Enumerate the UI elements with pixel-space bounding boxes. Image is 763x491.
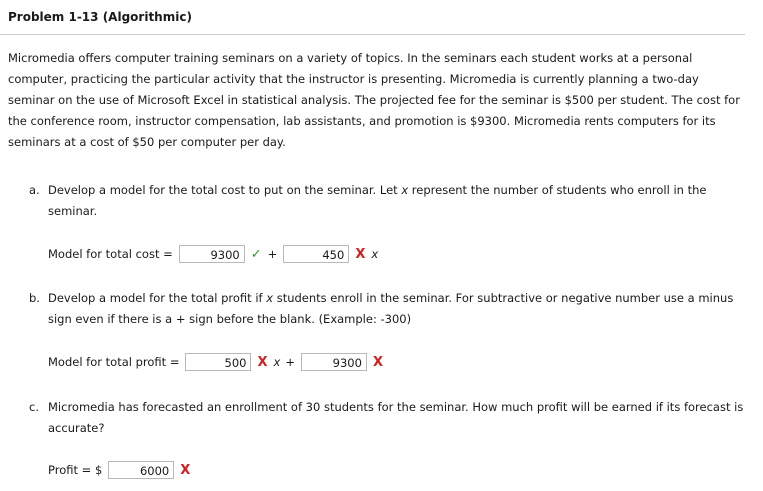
profit-label: Profit = $ [48, 463, 103, 477]
part-b-question [29, 288, 747, 330]
problem-intro: Micromedia offers computer training seminars on a variety of topics. In the seminars each student works at a personal computer, practicing the particular activity that the instructor is presenting. Micromedia is currently planning a two-day seminar on the use of Microsoft Excel in statistical analysis. The projected fee for the seminar is $500 per student. The cost for the conference room, instructor compensation, lab assistants, and promotion is $9300. Micromedia rents computers for its seminars at a cost of $50 per computer per day. [8, 51, 740, 149]
variable-x: x [371, 247, 379, 261]
part-a-answer-row [48, 243, 383, 265]
total-profit-variable-input[interactable]: 500 [185, 353, 251, 371]
variable-x: x [273, 355, 281, 369]
part-a-text: Develop a model for the total cost to put on the seminar. Let x represent the number of students who enroll in the seminar. [48, 183, 707, 218]
plus-sign: + [267, 247, 278, 261]
problem-header [0, 0, 745, 35]
part-a-letter: a. [29, 183, 40, 197]
part-b-answer-row [48, 351, 389, 373]
cross-icon: X [355, 246, 366, 262]
part-c-answer-row [48, 459, 196, 481]
total-cost-label: Model for total cost = [48, 247, 173, 261]
part-a-question [29, 180, 747, 222]
cross-icon: X [257, 354, 268, 370]
plus-sign: + [285, 355, 295, 369]
check-icon: ✓ [250, 246, 262, 262]
part-b-text: Develop a model for the total profit if x students enroll in the seminar. For subtractive or negative number use a minus sign even if there is a + sign before the blank. (Example: -300) [48, 291, 734, 326]
total-profit-label: Model for total profit = [48, 355, 180, 369]
total-cost-fixed-input[interactable]: 9300 [179, 245, 245, 263]
total-profit-fixed-input[interactable]: 9300 [301, 353, 367, 371]
problem-title: Problem 1-13 (Algorithmic) [8, 10, 192, 24]
part-c-text: Micromedia has forecasted an enrollment of 30 students for the seminar. How much profit will be earned if its forecast is accurate? [48, 400, 744, 435]
cross-icon: X [372, 354, 383, 370]
part-c-letter: c. [29, 400, 39, 414]
part-c-question [29, 397, 747, 439]
cross-icon: X [180, 462, 191, 478]
part-b-letter: b. [29, 291, 40, 305]
total-cost-variable-input[interactable]: 450 [283, 245, 349, 263]
profit-input[interactable]: 6000 [108, 461, 174, 479]
